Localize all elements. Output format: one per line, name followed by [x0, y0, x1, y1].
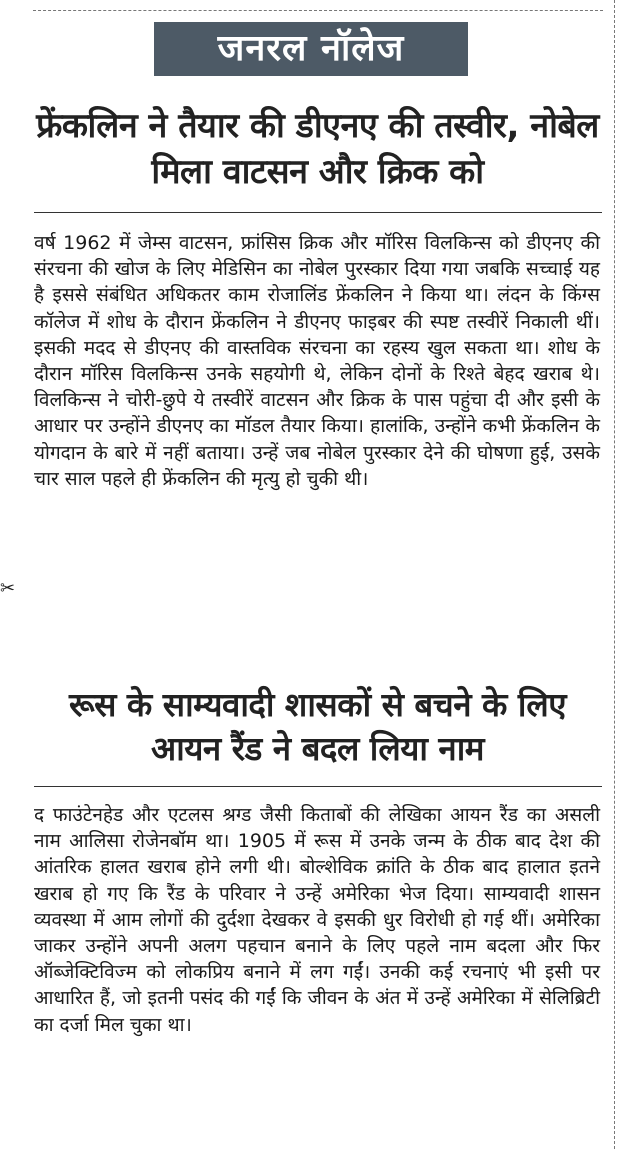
- article-1-headline: फ्रेंकलिन ने तैयार की डीएनए की तस्वीर, नोबेल मिला वाटसन और क्रिक को: [36, 106, 599, 192]
- scissor-icon: ✂: [0, 578, 16, 599]
- headline-divider: [34, 212, 602, 213]
- section-label: जनरल नॉलेज: [154, 22, 468, 76]
- article-2-headline: रूस के साम्यवादी शासकों से बचने के लिए आयन रैंड ने बदल लिया नाम: [68, 685, 567, 768]
- article-2-body: द फाउंटेनहेड और एटलस श्रग्ड जैसी किताबों की लेखिका आयन रैंड का असली नाम आलिसा रोजेनबॉम था। 1905 में रूस में उनके जन्म के ठीक बाद देश की आंतरिक हालत खराब होने लगी थी। बोल्शेविक क्रांति के ठीक बाद हालात इतने खराब हो गए कि रैंड के परिवार ने उन्हें अमेरिका भेज दिया। साम्यवादी शासन व्यवस्था में आम लोगों की दुर्दशा देखकर वे इसकी धुर विरोधी हो गई थीं। अमेरिका जाकर उन्होंने अपनी अलग पहचान बनाने के लिए पहले नाम बदला और फिर ऑब्जेक्टिविज्म को लोकप्रिय बनाने में लग गईं। उनकी कई रचनाएं भी इसी पर आधारित हैं, जो इतनी पसंद की गईं कि जीवन के अंत में उन्हें अमेरिका में सेलिब्रिटी का दर्जा मिल चुका था।: [34, 804, 600, 1036]
- cut-border-top: [33, 10, 603, 11]
- headline-divider: [34, 786, 602, 787]
- article-1-body: वर्ष 1962 में जेम्स वाटसन, फ्रांसिस क्रिक और मॉरिस विलकिन्स को डीएनए की संरचना की खोज के लिए मेडिसिन का नोबेल पुरस्कार दिया गया जबकि सच्चाई यह है इससे संबंधित अधिकतर काम रोजालिंड फ्रेंकलिन ने किया था। लंदन के किंग्स कॉलेज में शोध के दौरान फ्रेंकलिन ने डीएनए फाइबर की स्पष्ट तस्वीरें निकाली थीं। इसकी मदद से डीएनए की वास्तविक संरचना का रहस्य खुल सकता था। शोध के दौरान मॉरिस विलकिन्स उनके सहयोगी थे, लेकिन दोनों के रिश्ते बेहद खराब थे। विलकिन्स ने चोरी-छुपे ये तस्वीरें वाटसन और क्रिक के पास पहुंचा दी और इसी के आधार पर उन्होंने डीएनए का मॉडल तैयार किया। हालांकि, उन्होंने कभी फ्रेंकलिन के योगदान के बारे में नहीं बताया। उन्हें जब नोबेल पुरस्कार देने की घोषणा हुई, उसके चार साल पहले ही फ्रेंकलिन की मृत्यु हो चुकी थी।: [34, 232, 600, 490]
- cut-border-right: [614, 0, 615, 1149]
